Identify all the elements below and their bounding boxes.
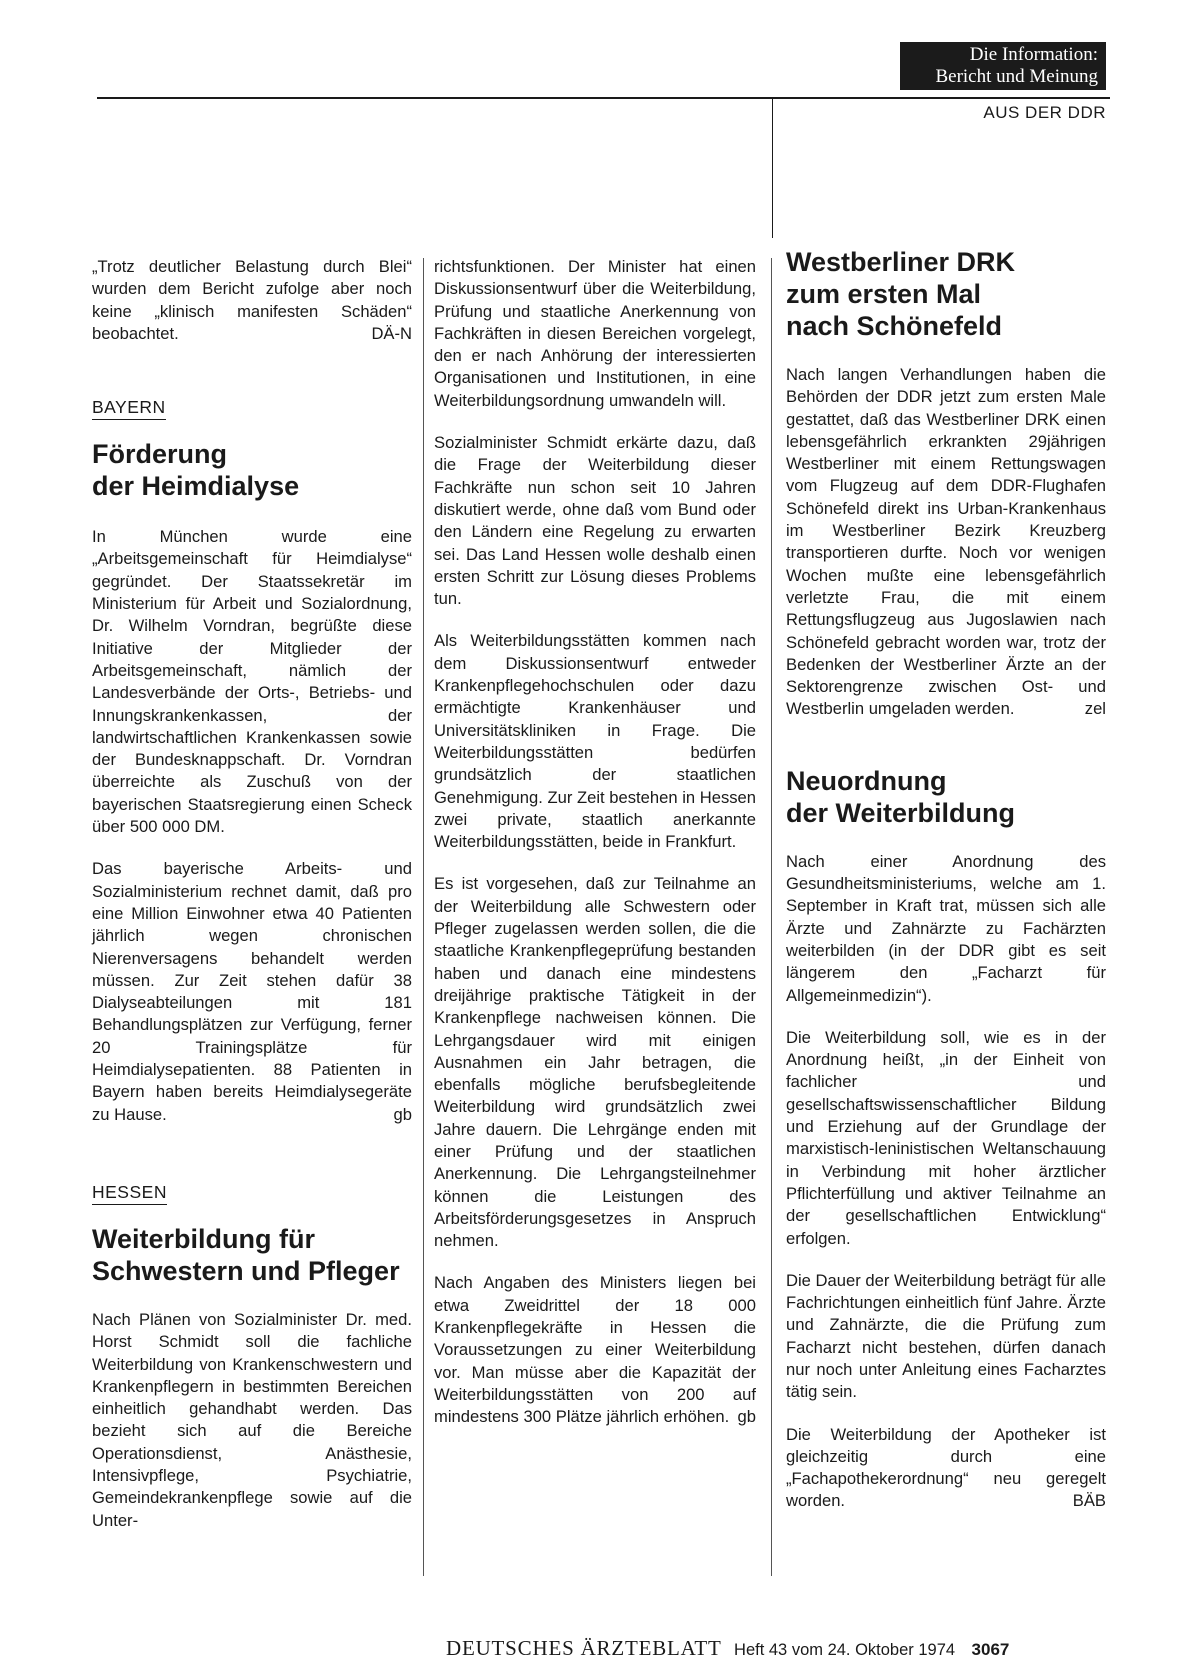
headline-heimdialyse [92,438,412,502]
author-sign: gb [737,1407,756,1427]
issue-info: Heft 43 vom 24. Oktober 1974 [734,1641,956,1659]
column-3 [786,246,1106,1513]
paragraph [786,1424,1106,1513]
headline-line: nach Schönefeld [786,311,1003,341]
paragraph [92,858,412,1126]
continuation-text: „Trotz deutlicher Belastung durch Blei“ wurden dem Bericht zufolge aber noch keine „klinisch manifesten Schäden“ beobachtet. [92,257,412,343]
headline-line: Westberliner DRK [786,247,1016,277]
paragraph: Nach einer Anordnung des Gesundheitsministeriums, welche am 1. September in Kraft trat, müssen sich alle Ärzte und Zahnärzte zu Fachärzten weiterbilden (in der DDR gibt es seit längerem den „Facharzt für Allgemeinmedizin“). [786,851,1106,1005]
page-number: 3067 [971,1640,1010,1659]
author-sign: DÄ-N [371,323,412,343]
header-column-rule [772,98,773,238]
section-title: AUS DER DDR [983,103,1106,122]
paragraph: Die Dauer der Weiterbildung beträgt für alle Fachrichtungen einheitlich fünf Jahre. Ärzte und Zahnärzte, die die Prüfung zum Facharzt nicht bestehen, dürfen danach nur noch unter Anleitung eines Facharztes tätig sein. [786,1270,1106,1402]
headline-neuordnung [786,765,1106,829]
badge-line-2: Bericht und Meinung [935,66,1098,87]
paragraph-text: Die Weiterbildung der Apotheker ist gleichzeitig durch eine „Fachapothekerordnung“ neu geregelt worden. [786,1424,1106,1511]
kicker-hessen-wrap [92,1182,412,1205]
paragraph: Die Weiterbildung soll, wie es in der Anordnung heißt, „in der Einheit von fachlicher und gesellschaftswissenschaftlicher Bildung und Erziehung auf der Grundlage der marxistisch-leninistischen Weltanschauung in Verbindung mit hoher ärztlicher Pflichterfüllung und aktiver Teilnahme an der gesellschaftlichen Entwicklung“ erfolgen. [786,1027,1106,1248]
kicker-bayern-wrap [92,397,412,420]
header-rule [97,97,1110,99]
badge-line-1: Die Information: [969,44,1098,65]
headline-line: Schwestern und Pfleger [92,1255,400,1286]
paragraph [786,364,1106,721]
page-footer [446,1636,1009,1661]
headline-drk [786,246,1106,342]
headline-line: Neuordnung [786,765,947,796]
paragraph [434,1272,756,1428]
author-sign: zel [1084,699,1106,719]
author-sign: BÄB [1072,1491,1106,1511]
paragraph: In München wurde eine „Arbeitsgemeinschaft für Heimdialyse“ gegründet. Der Staatssekretär im Ministerium für Arbeit und Sozialordnung, Dr. Wilhelm Vorndran, begrüßte diese Initiative der Mitglieder der Arbeitsgemeinschaft, nämlich der Landesverbände der Orts-, Betriebs- und Innungskrankenkassen, der landwirtschaftlichen Krankenkassen sowie der Bundesknappschaft. Dr. Vorndran überreichte als Zuschuß von der bayerischen Staatsregierung einen Scheck über 500 000 DM. [92,527,412,837]
column-2 [434,256,756,1429]
paragraph: richtsfunktionen. Der Minister hat einen Diskussionsentwurf über die Weiterbildung, Prüfung und staatliche Anerkennung von Fachkräften in diesen Bereichen vorgelegt, den er nach Anhörung der interessierten Organisationen und Institutionen, in eine Weiterbildungsordnung umwandeln will. [434,257,756,410]
paragraph: Es ist vorgesehen, daß zur Teilnahme an der Weiterbildung alle Schwestern oder Pfleger zugelassen werden sollen, die die staatliche Krankenpflegeprüfung bestanden haben und danach eine mindestens dreijährige praktische Tätigkeit in der Krankenpflege nachweisen können. Die Lehrgangsdauer wird mit einigen Ausnahmen ein Jahr betragen, die ebenfalls mögliche berufsbegleitende Weiterbildung wird grundsätzlich zwei Jahre dauern. Die Lehrgänge enden mit einer Prüfung und der staatlichen Anerkennung. Die Lehrgangsteilnehmer können die Leistungen des Arbeitsförderungsgesetzes in Anspruch nehmen. [434,874,756,1251]
section-badge [900,42,1106,90]
paragraph-text: Nach Angaben des Ministers liegen bei etwa Zweidrittel der 18 000 Krankenpflegekräfte in Hessen die Voraussetzungen zu einer Weiterbildung vor. Man müsse aber die Kapazität der Weiterbildungsstätten von 200 auf mindestens 300 Plätze jährlich erhöhen. [434,1273,756,1427]
column-1 [92,256,412,1532]
column-divider-1 [423,258,424,1576]
article-continuation [92,256,412,345]
headline-line: der Heimdialyse [92,471,300,502]
paragraph: Nach Plänen von Sozialminister Dr. med. Horst Schmidt soll die fachliche Weiterbildung von Krankenschwestern und Krankenpflegern in bestimmten Bereichen einheitlich gehandhabt werden. Das bezieht sich auf die Bereiche Operationsdienst, Anästhesie, Intensivpflege, Psychiatrie, Gemeindekrankenpflege sowie auf die Unter- [92,1309,412,1530]
headline-line: zum ersten Mal [786,279,982,309]
author-sign: gb [393,1104,412,1124]
magazine-title: DEUTSCHES ÄRZTEBLATT [446,1636,722,1660]
paragraph: Sozialminister Schmidt erkärte dazu, daß die Frage der Weiterbildung dieser Fachkräfte nun schon seit 10 Jahren diskutiert werde, ohne daß vom Bund oder den Ländern eine Regelung zu erwarten sei. Das Land Hessen wolle deshalb einen ersten Schritt zur Lösung dieses Problems tun. [434,433,756,609]
kicker-hessen: HESSEN [92,1182,167,1205]
headline-line: Förderung [92,439,227,470]
headline-line: Weiterbildung für [92,1223,315,1254]
paragraph: Als Weiterbildungsstätten kommen nach dem Diskussionsentwurf entweder Krankenpflegehochschulen oder dazu ermächtigte Krankenhäuser und Universitätskliniken in Frage. Die Weiterbildungsstätten bedürfen grundsätzlich der staatlichen Genehmigung. Zur Zeit bestehen in Hessen zwei private, staatlich anerkannte Weiterbildungsstätten, beide in Frankfurt. [434,631,756,852]
paragraph-text: Das bayerische Arbeits- und Sozialministerium rechnet damit, daß pro eine Million Einwohner etwa 40 Patienten jährlich wegen chronischen Nierenversagens behandelt werden müssen. Zur Zeit stehen dafür 38 Dialyseabteilungen mit 181 Behandlungsplätzen zur Verfügung, ferner 20 Trainingsplätze für Heimdialysepatienten. 88 Patienten in Bayern haben bereits Heimdialysegeräte zu Hause. [92,859,412,1124]
paragraph-text: Nach langen Verhandlungen haben die Behörden der DDR jetzt zum ersten Male gestattet, daß das Westberliner DRK einen lebensgefährlich erkrankten 29jährigen Westberliner mit einem Rettungswagen vom Flugzeug auf dem DDR-Flughafen Schönefeld direkt ins Urban-Krankenhaus im Westberliner Bezirk Kreuzberg transportieren durfte. Noch vor wenigen Wochen mußte eine lebensgefährlich verletzte Frau, die mit einem Rettungsflugzeug aus Jugoslawien nach Schönefeld gebracht worden war, trotz der Bedenken der Westberliner Ärzte an der Sektorengrenze zwischen Ost- und Westberlin umgeladen werden. [786,365,1106,719]
headline-line: der Weiterbildung [786,797,1016,828]
kicker-bayern: BAYERN [92,397,166,420]
headline-weiterbildung-pfleger [92,1223,412,1287]
column-divider-2 [771,258,772,1576]
